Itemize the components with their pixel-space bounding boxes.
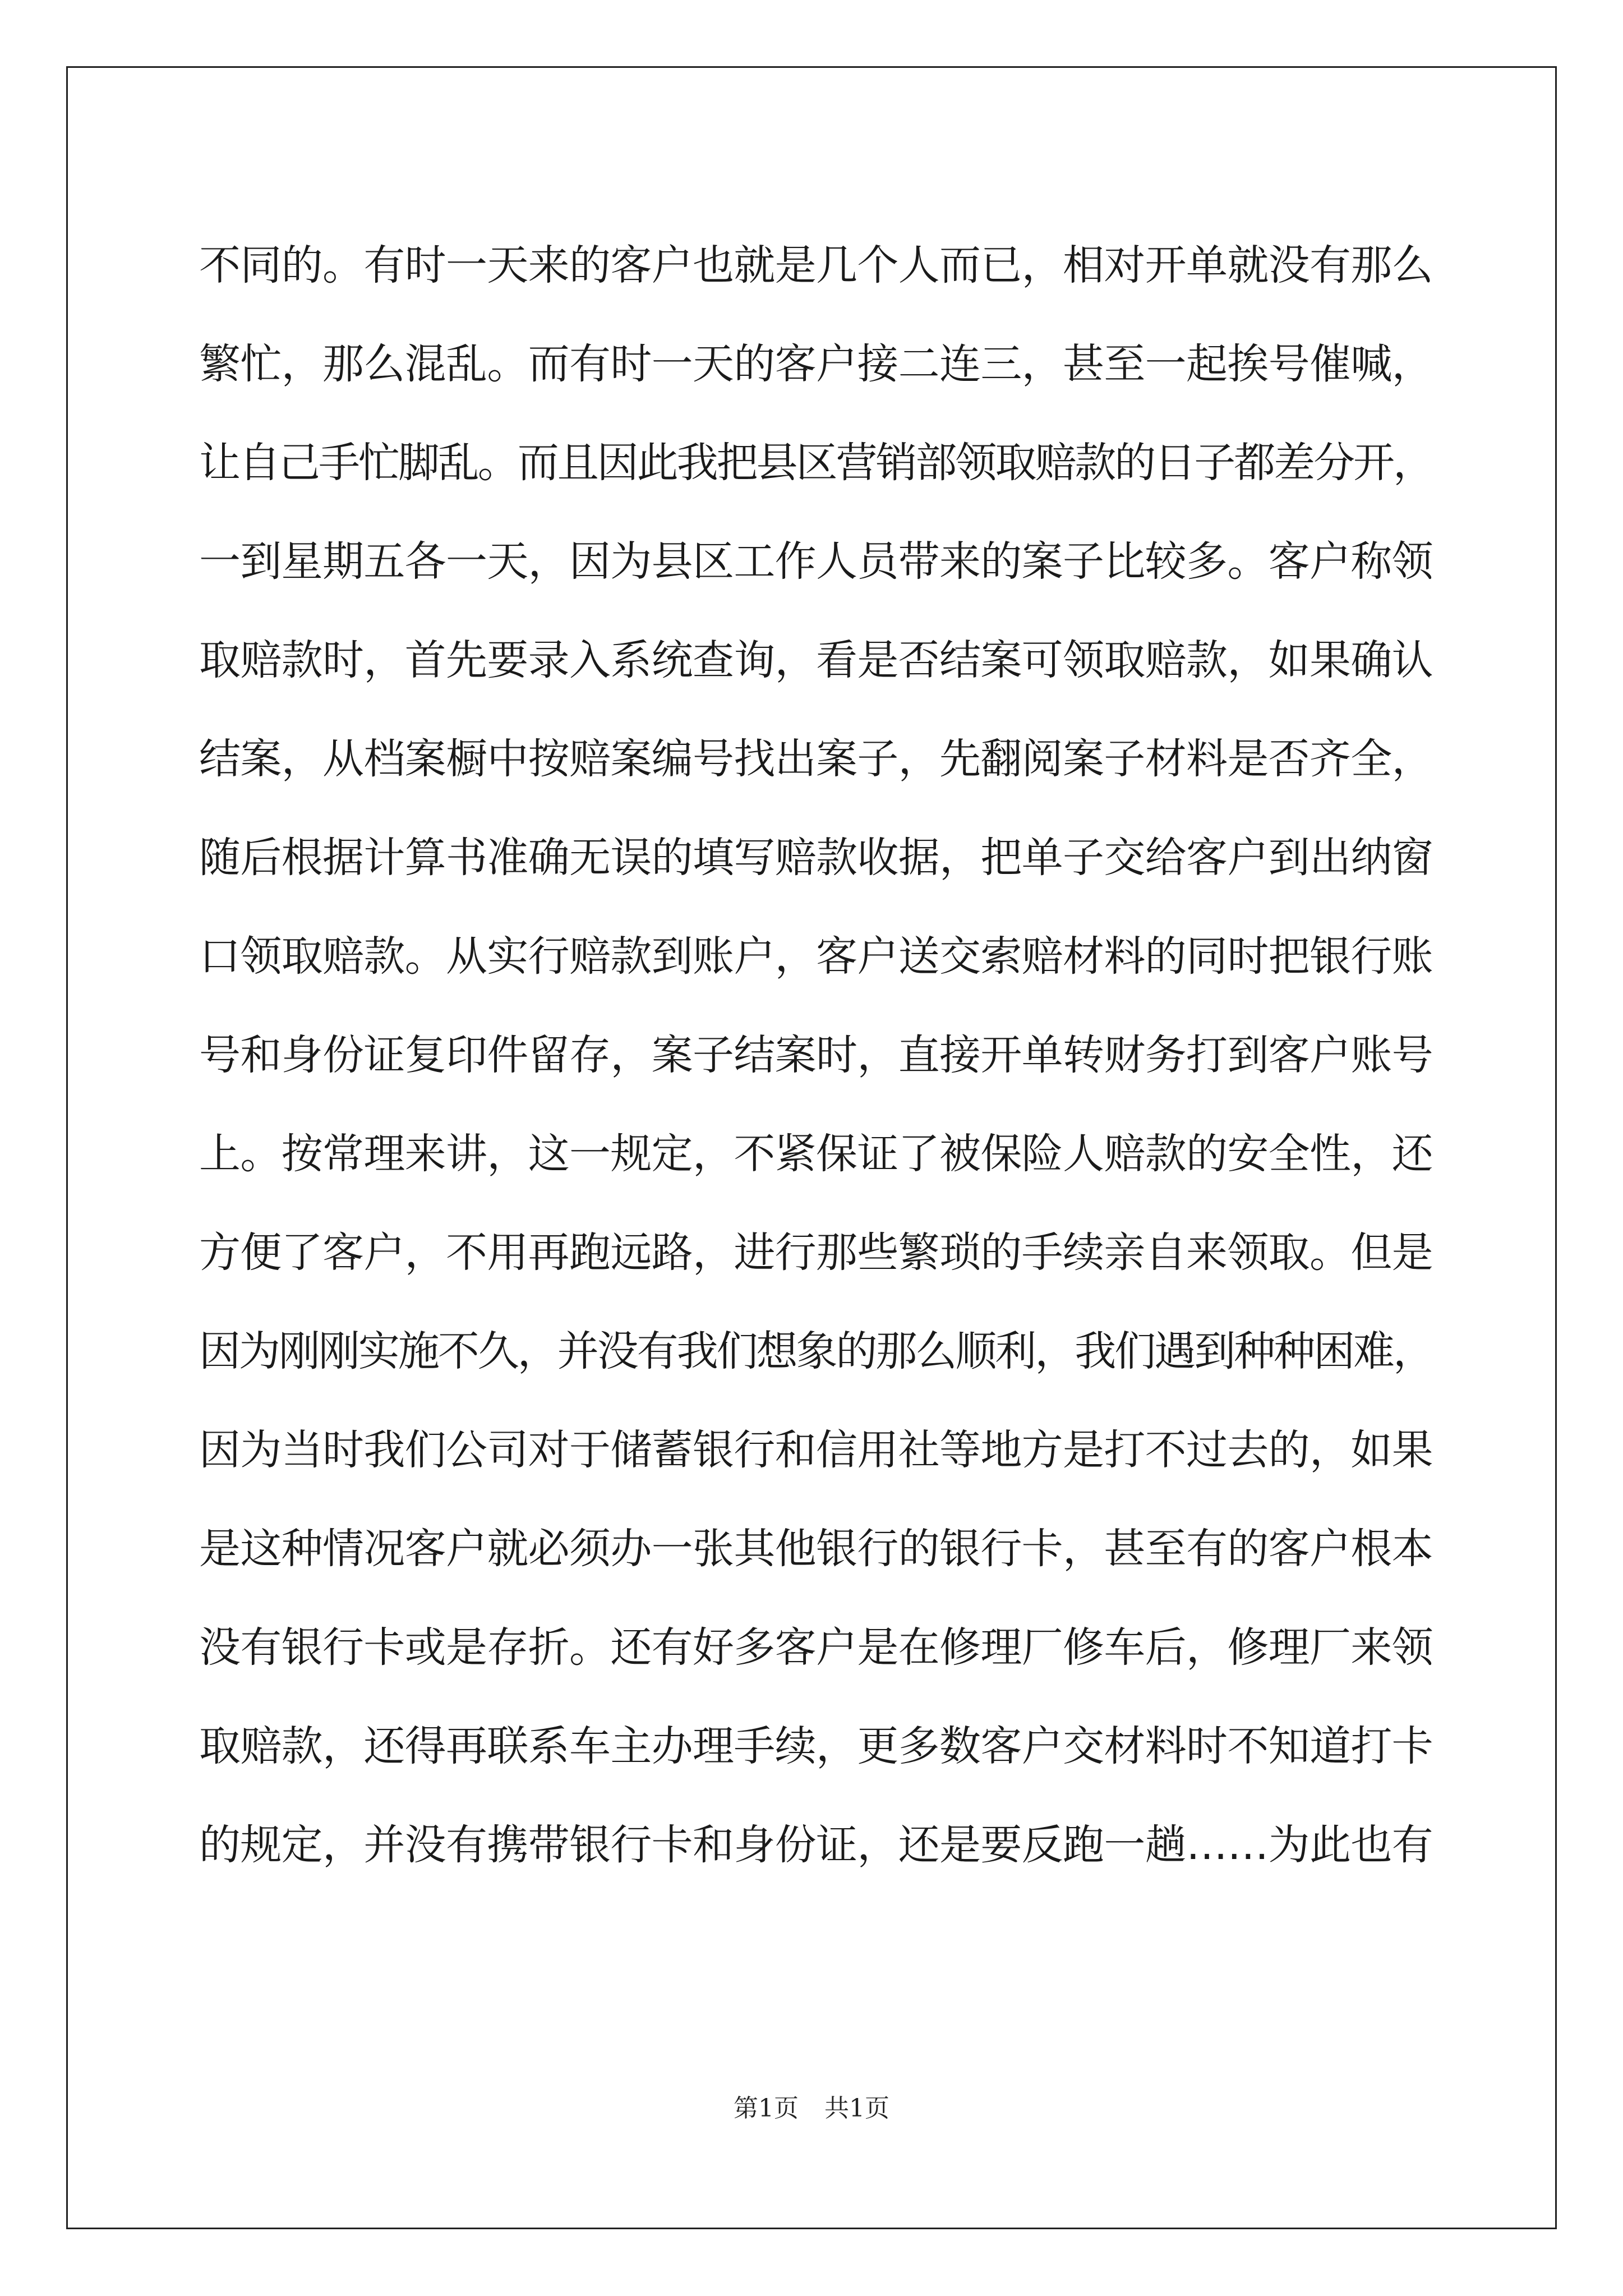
text-line: 因为刚刚实施不久，并没有我们想象的那么顺利，我们遇到种种困难， bbox=[199, 1327, 1433, 1375]
text-line: 随后根据计算书准确无误的填写赔款收据，把单子交给客户到出纳窗 bbox=[199, 834, 1433, 882]
text-line: 口领取赔款。从实行赔款到账户，客户送交索赔材料的同时把银行账 bbox=[199, 932, 1433, 981]
text-line: 因为当时我们公司对于储蓄银行和信用社等地方是打不过去的，如果 bbox=[199, 1426, 1433, 1474]
page-footer bbox=[0, 2088, 1623, 2124]
text-line: 不同的。有时一天来的客户也就是几个人而已，相对开单就没有那么 bbox=[199, 241, 1433, 289]
text-line: 方便了客户，不用再跑远路，进行那些繁琐的手续亲自来领取。但是 bbox=[199, 1228, 1433, 1277]
text-line: 是这种情况客户就必须办一张其他银行的银行卡，甚至有的客户根本 bbox=[199, 1525, 1433, 1573]
text-line: 让自己手忙脚乱。而且因此我把县区营销部领取赔款的日子都差分开， bbox=[199, 439, 1433, 487]
text-line: 上。按常理来讲，这一规定，不紧保证了被保险人赔款的安全性，还 bbox=[199, 1130, 1433, 1178]
body-text bbox=[199, 216, 1433, 1894]
text-line: 的规定，并没有携带银行卡和身份证，还是要反跑一趟……为此也有 bbox=[199, 1821, 1433, 1869]
text-line: 没有银行卡或是存折。还有好多客户是在修理厂修车后，修理厂来领 bbox=[199, 1623, 1433, 1672]
text-line: 号和身份证复印件留存，案子结案时，直接开单转财务打到客户账号 bbox=[199, 1031, 1433, 1079]
page-total: 共1页 bbox=[824, 2094, 889, 2123]
text-line: 繁忙，那么混乱。而有时一天的客户接二连三，甚至一起挨号催喊， bbox=[199, 340, 1433, 388]
text-line: 取赔款时，首先要录入系统查询，看是否结案可领取赔款，如果确认 bbox=[199, 636, 1433, 684]
text-line: 一到星期五各一天，因为县区工作人员带来的案子比较多。客户称领 bbox=[199, 537, 1433, 586]
text-line: 结案，从档案橱中按赔案编号找出案子，先翻阅案子材料是否齐全， bbox=[199, 735, 1433, 783]
page-number: 第1页 bbox=[734, 2094, 799, 2123]
text-line: 取赔款，还得再联系车主办理手续，更多数客户交材料时不知道打卡 bbox=[199, 1722, 1433, 1770]
